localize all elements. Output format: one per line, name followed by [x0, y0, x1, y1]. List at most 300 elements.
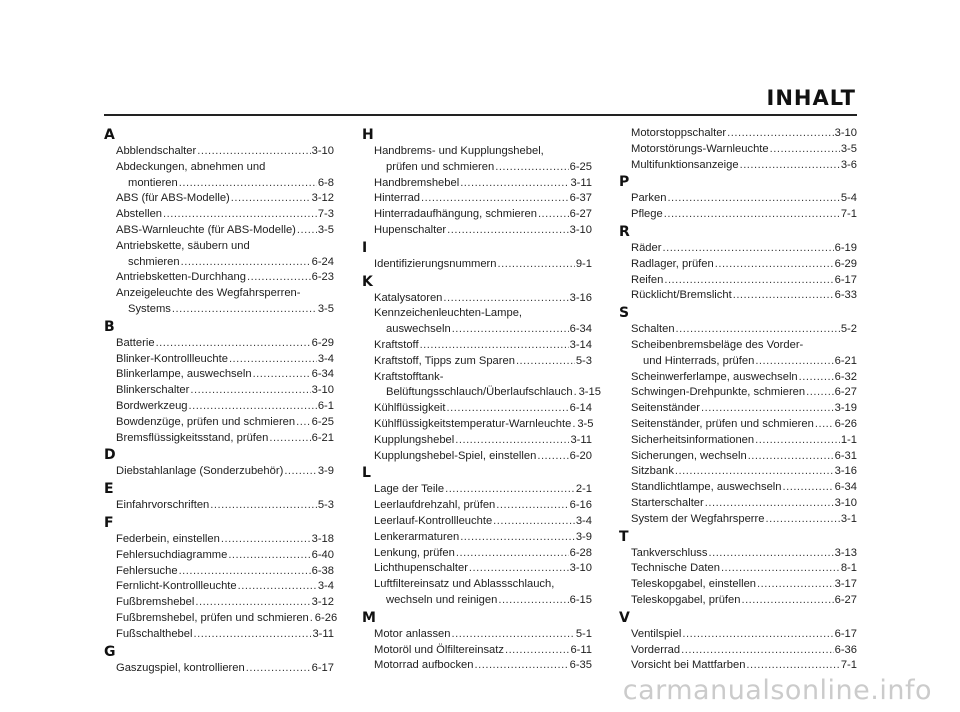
index-entry-text: Bordwerkzeug — [116, 399, 188, 412]
index-column-1 — [104, 126, 338, 676]
index-entry — [374, 354, 592, 370]
index-entry-text: Antriebsketten-Durchhang — [116, 271, 246, 284]
page-reference: 3-10 — [311, 145, 334, 157]
dot-leader — [495, 160, 568, 176]
page-reference: 6-8 — [317, 176, 334, 189]
index-entry-text: Motorrad aufbocken — [374, 659, 474, 672]
page-reference: 7-1 — [840, 208, 857, 221]
index-entry — [116, 415, 334, 431]
page-reference: 6-27 — [834, 593, 857, 606]
page-reference: 2-1 — [575, 483, 592, 496]
dot-leader — [667, 191, 839, 207]
index-entry-text: Gaszugspiel, kontrollieren — [116, 661, 245, 674]
dot-leader — [783, 480, 834, 496]
index-entry — [631, 546, 857, 562]
page-reference: 6-16 — [569, 499, 592, 512]
page-reference: 3-11 — [570, 433, 592, 446]
index-entry-text: Handbrems- und Kupplungshebel, — [374, 145, 544, 157]
index-entry-text: Scheibenbremsbeläge des Vorder- — [631, 338, 804, 351]
index-entry — [374, 643, 592, 659]
page-reference: 6-29 — [834, 257, 857, 270]
dot-leader — [163, 207, 317, 223]
dot-leader — [757, 577, 834, 593]
index-entry — [116, 160, 334, 192]
page-reference: 3-10 — [834, 496, 857, 509]
page-reference: 5-1 — [575, 627, 592, 640]
index-entry — [374, 449, 592, 465]
page-reference: 5-3 — [575, 354, 592, 367]
index-section-letter: S — [619, 305, 630, 322]
index-entry-text: Abstellen — [116, 208, 163, 221]
index-entry — [374, 514, 592, 530]
page-reference: 3-10 — [569, 562, 592, 575]
index-entry-text: Fehlersuchdiagramme — [116, 548, 228, 561]
index-entry — [116, 191, 334, 207]
page-reference: 6-17 — [834, 273, 857, 286]
index-entry-text: Einfahrvorschriften — [116, 499, 210, 512]
page-reference: 6-14 — [569, 402, 592, 415]
index-entry — [116, 286, 334, 318]
index-entry-text: Blinkerschalter — [116, 384, 190, 397]
index-section-letter: F — [104, 514, 114, 531]
index-entry-text: Vorsicht bei Mattfarben — [631, 659, 746, 672]
dot-leader — [733, 288, 834, 304]
index-entry — [116, 270, 334, 286]
dot-leader — [505, 643, 569, 659]
index-entry-text: Katalysatoren — [374, 291, 443, 304]
index-entry — [631, 322, 857, 338]
index-entry-text: Hinterrad — [374, 192, 421, 205]
index-entry — [631, 338, 857, 370]
page-reference: 3-5 — [577, 417, 594, 430]
index-entry — [631, 207, 857, 223]
index-entry — [116, 611, 338, 627]
page-reference: 6-34 — [834, 481, 857, 494]
index-section-letter: E — [104, 481, 114, 498]
page-reference: 3-4 — [317, 580, 334, 593]
page-reference: 7-1 — [840, 659, 857, 672]
index-entry — [631, 496, 857, 512]
index-entry-text: Leerlaufdrehzahl, prüfen — [374, 499, 496, 512]
dot-leader — [447, 401, 569, 417]
index-entry — [116, 579, 334, 595]
page-reference: 3-5 — [317, 302, 334, 315]
page-reference: 3-10 — [311, 384, 334, 397]
dot-leader — [815, 417, 834, 433]
page-reference: 6-28 — [569, 546, 592, 559]
page-reference: 6-35 — [569, 659, 592, 672]
index-entry-text: Parken — [631, 192, 667, 205]
index-entry — [374, 546, 592, 562]
index-entry-text: Handbremshebel — [374, 176, 460, 189]
dot-leader — [770, 142, 840, 158]
index-section-letter: D — [104, 447, 116, 464]
dot-leader — [806, 385, 833, 401]
dot-leader — [748, 449, 834, 465]
index-entry — [631, 512, 857, 528]
index-entry-text: Fehlersuche — [116, 564, 178, 577]
index-entry-text: Teleskopgabel, einstellen — [631, 578, 757, 591]
index-entry-text: Seitenständer — [631, 402, 701, 415]
page-reference: 5-3 — [317, 499, 334, 512]
dot-leader — [179, 564, 311, 580]
index-entry-text: Batterie — [116, 336, 155, 349]
dot-leader — [460, 530, 575, 546]
index-entry — [631, 417, 857, 433]
dot-leader — [445, 482, 575, 498]
index-entry-text: Ventilspiel — [631, 627, 682, 640]
index-entry-text: ABS-Warnleuchte (für ABS-Modelle) — [116, 223, 296, 236]
dot-leader — [456, 546, 569, 562]
index-section-letter: A — [104, 127, 115, 143]
index-entry — [116, 548, 334, 564]
index-entry — [631, 561, 857, 577]
index-entry — [631, 593, 857, 609]
page-reference: 6-32 — [834, 370, 857, 383]
index-entry — [631, 241, 857, 257]
page-reference: 5-2 — [840, 323, 857, 336]
dot-leader — [675, 464, 834, 480]
index-entry — [631, 142, 857, 158]
index-entry-text: Lenkerarmaturen — [374, 530, 460, 543]
page-reference: 6-24 — [311, 255, 334, 268]
index-entry — [116, 498, 334, 514]
index-section-letter: V — [619, 609, 630, 626]
index-section-letter: K — [362, 273, 373, 290]
index-entry — [631, 288, 857, 304]
index-entry — [631, 273, 857, 289]
index-section-letter: B — [104, 318, 115, 335]
index-entry — [631, 370, 857, 386]
dot-leader — [498, 593, 568, 609]
index-entry — [631, 257, 857, 273]
dot-leader — [676, 322, 840, 338]
page-reference: 3-1 — [840, 512, 857, 525]
index-entry-text: Fußbremshebel — [116, 596, 195, 609]
index-entry-text: Kraftstoff — [374, 338, 419, 351]
index-entry-text: auswechseln — [386, 323, 451, 336]
index-entry-text: Blinkerlampe, auswechseln — [116, 368, 252, 381]
index-entry-text: Hupenschalter — [374, 223, 447, 236]
index-entry-text: Technische Daten — [631, 562, 720, 575]
index-entry — [374, 433, 592, 449]
index-entry — [116, 144, 334, 160]
dot-leader — [421, 191, 569, 207]
page-reference: 7-3 — [317, 208, 334, 221]
dot-leader — [664, 273, 833, 289]
index-entry — [631, 401, 857, 417]
dot-leader — [475, 658, 569, 674]
page-reference: 6-26 — [834, 417, 857, 430]
page-reference: 6-26 — [314, 611, 338, 624]
index-entry-text: Radlager, prüfen — [631, 257, 714, 270]
index-entry-text: Leerlauf-Kontrollleuchte — [374, 514, 493, 527]
page-reference: 3-14 — [569, 338, 592, 351]
index-entry-text: Sitzbank — [631, 465, 674, 478]
dot-leader — [210, 498, 317, 514]
index-entry — [631, 643, 857, 659]
page-reference: 6-33 — [834, 289, 857, 302]
index-section-letter: H — [362, 127, 374, 143]
index-entry — [374, 191, 592, 207]
dot-leader — [190, 383, 310, 399]
index-entry — [631, 433, 857, 449]
index-entry-text: Standlichtlampe, auswechseln — [631, 481, 782, 494]
index-entry-text: wechseln und reinigen — [386, 593, 498, 606]
page-reference: 3-15 — [578, 386, 601, 399]
index-entry — [374, 658, 592, 674]
dot-leader — [755, 354, 833, 370]
index-entry-text: ABS (für ABS-Modelle) — [116, 192, 230, 205]
index-entry-text: Bowdenzüge, prüfen und schmieren — [116, 415, 296, 428]
index-entry — [116, 661, 334, 677]
index-entry-text: Systems — [128, 302, 171, 315]
index-entry — [374, 482, 592, 498]
dot-leader — [247, 270, 311, 286]
index-entry-text: Seitenständer, prüfen und schmieren — [631, 417, 814, 430]
index-entry — [116, 239, 334, 271]
dot-leader — [229, 352, 317, 368]
dot-leader — [705, 496, 834, 512]
dot-leader — [740, 158, 840, 174]
index-entry-text: Vorderrad — [631, 643, 681, 656]
page-reference: 3-5 — [317, 223, 334, 236]
page-reference: 3-4 — [575, 514, 592, 527]
index-entry-text: Belüftungsschlauch/Überlaufschlauch — [386, 386, 573, 399]
dot-leader — [496, 498, 568, 514]
index-entry-text: Fußbremshebel, prüfen und schmieren — [116, 611, 309, 624]
dot-leader — [194, 627, 312, 643]
index-entry — [374, 577, 592, 609]
index-entry — [116, 352, 334, 368]
dot-leader — [708, 546, 833, 562]
index-entry-text: Sicherungen, wechseln — [631, 449, 747, 462]
dot-leader — [460, 176, 569, 192]
dot-leader — [181, 255, 311, 271]
index-entry-text: Hinterradaufhängung, schmieren — [374, 208, 537, 221]
dot-leader — [493, 514, 575, 530]
index-entry-text: Fernlicht-Kontrollleuchte — [116, 580, 237, 593]
page-reference: 6-29 — [311, 336, 334, 349]
index-entry-text: Kupplungshebel-Spiel, einstellen — [374, 449, 537, 462]
index-entry-text: Pflege — [631, 208, 663, 221]
index-entry-text: Identifizierungsnummern — [374, 257, 497, 270]
dot-leader — [253, 367, 311, 383]
page-reference: 1-1 — [840, 433, 857, 446]
index-entry — [116, 399, 334, 415]
page-reference: 6-20 — [569, 449, 592, 462]
page-reference: 3-17 — [834, 578, 857, 591]
page-reference: 3-5 — [840, 142, 857, 155]
index-entry — [116, 532, 334, 548]
page-reference: 3-19 — [834, 402, 857, 415]
page-reference: 9-1 — [575, 257, 592, 270]
index-entry-text: Motorstoppschalter — [631, 127, 727, 139]
page-reference: 5-4 — [840, 192, 857, 205]
index-entry-text: Motorstörungs-Warnleuchte — [631, 142, 769, 155]
index-entry-text: Motor anlassen — [374, 627, 451, 640]
dot-leader — [179, 176, 317, 192]
dot-leader — [516, 354, 575, 370]
index-entry-text: Luftfiltereinsatz und Ablassschlauch, — [374, 578, 555, 591]
page-reference: 8-1 — [840, 562, 857, 575]
dot-leader — [172, 302, 317, 318]
page-reference: 6-27 — [569, 208, 592, 221]
index-entry-text: Rücklicht/Bremslicht — [631, 289, 732, 302]
index-entry-text: Kupplungshebel — [374, 433, 455, 446]
index-entry — [116, 431, 334, 447]
page-reference: 3-18 — [311, 532, 334, 545]
index-entry-text: Kraftstofftank- — [374, 370, 444, 383]
page-reference: 6-36 — [834, 643, 857, 656]
index-entry-text: Scheinwerferlampe, auswechseln — [631, 370, 798, 383]
page-reference: 6-27 — [834, 386, 857, 399]
dot-leader — [269, 431, 310, 447]
index-entry-text: System der Wegfahrsperre — [631, 512, 765, 525]
page-reference: 3-9 — [317, 465, 334, 478]
index-entry — [374, 306, 592, 338]
index-entry — [374, 627, 592, 643]
index-entry-text: Antriebskette, säubern und — [116, 239, 250, 252]
dot-leader — [537, 449, 568, 465]
page-reference: 3-12 — [311, 596, 334, 609]
page-title: INHALT — [766, 86, 856, 110]
dot-leader — [297, 223, 317, 239]
page-reference: 6-34 — [311, 368, 334, 381]
index-entry-text: Kraftstoff, Tipps zum Sparen — [374, 354, 515, 367]
index-column-3 — [619, 126, 857, 674]
index-entry — [116, 207, 334, 223]
index-entry — [116, 627, 334, 643]
index-entry — [116, 564, 334, 580]
index-entry-text: Lage der Teile — [374, 483, 445, 496]
dot-leader — [574, 385, 578, 401]
dot-leader — [746, 658, 839, 674]
index-entry-text: Abdeckungen, abnehmen und — [116, 160, 266, 173]
index-entry — [116, 367, 334, 383]
index-entry-text: Motoröl und Ölfiltereinsatz — [374, 643, 504, 656]
dot-leader — [443, 291, 568, 307]
index-entry — [631, 158, 857, 174]
page-reference: 3-11 — [570, 176, 592, 189]
page-reference: 6-25 — [311, 415, 334, 428]
index-entry — [631, 577, 857, 593]
page-reference: 6-15 — [569, 593, 592, 606]
index-entry-text: schmieren — [128, 255, 180, 268]
index-entry-text: Fußschalthebel — [116, 627, 193, 640]
dot-leader — [221, 532, 311, 548]
page-reference: 6-38 — [311, 564, 334, 577]
index-entry — [116, 464, 334, 480]
dot-leader — [284, 464, 317, 480]
index-entry-text: Kennzeichenleuchten-Lampe, — [374, 307, 523, 320]
page-reference: 3-16 — [569, 291, 592, 304]
index-entry — [631, 126, 857, 142]
page-reference: 6-34 — [569, 323, 592, 336]
page-reference: 6-40 — [311, 548, 334, 561]
dot-leader — [228, 548, 310, 564]
dot-leader — [156, 336, 311, 352]
index-entry-text: Federbein, einstellen — [116, 532, 220, 545]
dot-leader — [310, 611, 314, 627]
index-entry — [631, 449, 857, 465]
index-entry — [374, 417, 592, 433]
dot-leader — [664, 207, 840, 223]
index-entry — [631, 191, 857, 207]
page-reference: 6-17 — [834, 627, 857, 640]
index-entry — [374, 338, 592, 354]
page-reference: 3-4 — [317, 352, 334, 365]
dot-leader — [238, 579, 317, 595]
index-entry — [374, 291, 592, 307]
index-entry-text: Kühlflüssigkeitstemperatur-Warnleuchte — [374, 417, 572, 430]
dot-leader — [727, 126, 833, 142]
dot-leader — [246, 661, 311, 677]
index-entry-text: Tankverschluss — [631, 546, 708, 559]
dot-leader — [469, 561, 569, 577]
dot-leader — [681, 643, 833, 659]
index-section-letter: M — [362, 609, 376, 626]
index-section-letter: R — [619, 223, 630, 240]
page-reference: 6-17 — [311, 661, 334, 674]
index-entry-text: Lenkung, prüfen — [374, 546, 455, 559]
dot-leader — [572, 417, 576, 433]
page-reference: 6-1 — [317, 399, 334, 412]
index-entry-text: Blinker-Kontrollleuchte — [116, 352, 228, 365]
dot-leader — [498, 257, 575, 273]
index-section-letter: G — [104, 643, 116, 660]
page-reference: 3-16 — [834, 465, 857, 478]
page-reference: 6-21 — [311, 431, 334, 444]
dot-leader — [452, 627, 575, 643]
dot-leader — [189, 399, 317, 415]
dot-leader — [195, 595, 310, 611]
page-reference: 3-9 — [575, 530, 592, 543]
index-entry — [374, 561, 592, 577]
index-entry-text: montieren — [128, 176, 178, 189]
index-entry — [374, 498, 592, 514]
dot-leader — [231, 191, 311, 207]
page-reference: 6-19 — [834, 241, 857, 254]
index-entry — [374, 207, 592, 223]
index-entry-text: Räder — [631, 241, 662, 254]
dot-leader — [715, 257, 834, 273]
dot-leader — [765, 512, 839, 528]
index-entry — [116, 223, 334, 239]
index-entry-text: Reifen — [631, 273, 664, 286]
index-entry — [374, 176, 592, 192]
index-entry-text: Kühlflüssigkeit — [374, 402, 446, 415]
index-entry — [631, 627, 857, 643]
watermark: carmanualsonline.info — [622, 675, 932, 706]
page-reference: 6-23 — [311, 271, 334, 284]
index-entry-text: Lichthupenschalter — [374, 562, 468, 575]
index-entry — [374, 370, 601, 402]
dot-leader — [721, 561, 840, 577]
page-reference: 3-10 — [834, 127, 857, 139]
dot-leader — [296, 415, 310, 431]
page-reference: 3-6 — [840, 158, 857, 171]
index-section-letter: L — [362, 465, 371, 482]
page-reference: 6-31 — [834, 449, 857, 462]
index-entry — [631, 658, 857, 674]
index-entry — [374, 257, 592, 273]
index-section-letter: P — [619, 174, 630, 191]
index-entry-text: prüfen und schmieren — [386, 160, 495, 173]
dot-leader — [420, 338, 569, 354]
page-reference: 3-11 — [312, 627, 334, 640]
dot-leader — [662, 241, 833, 257]
